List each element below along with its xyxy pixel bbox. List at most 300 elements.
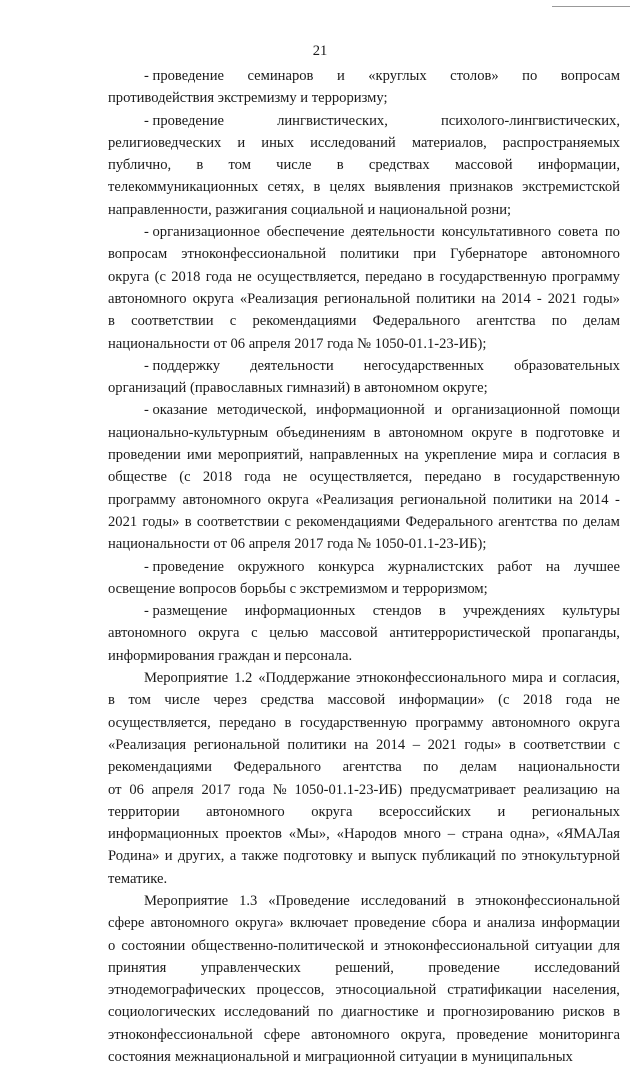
word: Федерального bbox=[233, 759, 322, 776]
word: одна», bbox=[509, 826, 550, 843]
word: признаков bbox=[449, 179, 514, 196]
word: не bbox=[237, 268, 252, 285]
word: общественно-политической bbox=[191, 937, 365, 954]
text-line bbox=[108, 979, 620, 1001]
word: помощи bbox=[569, 402, 620, 419]
text-line bbox=[108, 266, 620, 288]
word: сфере bbox=[108, 915, 145, 932]
word: антитеррористической bbox=[389, 625, 531, 642]
word: решений, bbox=[335, 959, 394, 976]
word: и bbox=[434, 402, 443, 419]
word: округа bbox=[192, 290, 234, 307]
word: организационной bbox=[451, 402, 561, 419]
word: методической, bbox=[216, 402, 307, 419]
word: Губернаторе bbox=[450, 246, 528, 263]
word: «Народов bbox=[336, 826, 397, 843]
text-line bbox=[108, 511, 620, 533]
paragraph bbox=[108, 890, 620, 1068]
word: муниципальных bbox=[471, 1049, 573, 1066]
word: конкурса bbox=[318, 558, 375, 575]
word: программу bbox=[108, 491, 176, 508]
corner-scan-mark bbox=[552, 6, 630, 7]
text-line bbox=[108, 466, 620, 488]
word: не bbox=[282, 469, 298, 486]
word: публично, bbox=[108, 157, 172, 174]
word: на bbox=[481, 290, 496, 307]
word: через bbox=[213, 692, 247, 709]
word: информационной bbox=[316, 402, 425, 419]
word: государственную bbox=[299, 714, 407, 731]
text-line bbox=[108, 154, 620, 176]
word: Родина» bbox=[108, 848, 160, 865]
word: соответствии bbox=[196, 513, 280, 530]
word: 2014 bbox=[501, 290, 531, 307]
word: по bbox=[562, 513, 578, 530]
word: проведение bbox=[456, 1026, 529, 1043]
word: организаций (православных гимназий) в автономном округе; bbox=[108, 380, 488, 397]
word: 2014 bbox=[579, 491, 609, 508]
word: округа bbox=[108, 268, 150, 285]
word: и bbox=[426, 1004, 435, 1021]
word: (с bbox=[179, 469, 191, 486]
word: прогнозированию bbox=[442, 1004, 555, 1021]
word: 2018 bbox=[202, 469, 233, 486]
word: тематике. bbox=[108, 870, 168, 887]
word: проектов bbox=[225, 826, 282, 843]
word: межнациональной bbox=[174, 1049, 290, 1066]
word: а bbox=[229, 848, 237, 865]
word: с bbox=[251, 625, 258, 642]
word: работ bbox=[497, 558, 533, 575]
word: передано bbox=[424, 469, 482, 486]
word: направленных bbox=[309, 447, 399, 464]
word: соответствии bbox=[131, 313, 214, 330]
word: года bbox=[205, 268, 233, 285]
word: осуществляется, bbox=[108, 714, 211, 731]
word: Мероприятие bbox=[144, 892, 229, 909]
word: осуществляется, bbox=[257, 268, 360, 285]
word: 2014 bbox=[375, 736, 406, 753]
text-line bbox=[108, 87, 620, 109]
word: годы» bbox=[582, 290, 620, 307]
word: средства bbox=[260, 692, 314, 709]
word: на bbox=[558, 491, 573, 508]
word: региональной bbox=[324, 290, 411, 307]
word: освещение вопросов борьбы с экстремизмом и терроризмом; bbox=[108, 580, 488, 597]
word: и bbox=[497, 803, 506, 820]
word: в bbox=[508, 736, 516, 753]
word: 2017 bbox=[201, 781, 231, 798]
word: состоянии bbox=[121, 937, 186, 954]
word: Федерального bbox=[405, 513, 494, 530]
word: процессов, bbox=[256, 982, 325, 999]
text-line bbox=[108, 310, 620, 332]
word: - поддержку bbox=[144, 357, 221, 374]
text-line bbox=[108, 957, 620, 979]
word: и bbox=[370, 937, 379, 954]
word: лучшее bbox=[573, 558, 620, 575]
word: информирования граждан и персонала. bbox=[108, 647, 353, 664]
word: государственную bbox=[512, 469, 620, 486]
word: года bbox=[238, 781, 265, 798]
word: экстремистской bbox=[522, 179, 620, 196]
word: в bbox=[457, 892, 465, 909]
paragraph bbox=[108, 65, 620, 110]
word: с bbox=[284, 513, 292, 530]
text-line bbox=[108, 712, 620, 734]
word: числе bbox=[164, 692, 200, 709]
text-line bbox=[108, 556, 620, 578]
word: автономном bbox=[388, 424, 464, 441]
paragraph bbox=[108, 110, 620, 221]
word: делам bbox=[459, 759, 497, 776]
word: политики bbox=[492, 491, 552, 508]
word: в bbox=[336, 157, 344, 174]
word: передано bbox=[219, 714, 277, 731]
word: в bbox=[438, 603, 446, 620]
text-line bbox=[108, 110, 620, 132]
word: публикаций bbox=[421, 848, 496, 865]
word: этноконфессиональной bbox=[475, 892, 620, 909]
word: этноконфессиональной bbox=[384, 937, 530, 954]
word: по bbox=[604, 224, 620, 241]
word: включает bbox=[289, 915, 349, 932]
word: обществе bbox=[108, 469, 167, 486]
word: агентства bbox=[342, 759, 402, 776]
word: в bbox=[613, 1004, 620, 1021]
word: в bbox=[520, 424, 528, 441]
word: национально-культурным bbox=[108, 424, 269, 441]
text-line bbox=[108, 845, 620, 867]
word: окружного bbox=[237, 558, 305, 575]
word: агентства bbox=[498, 513, 558, 530]
word: других, bbox=[177, 848, 225, 865]
word: ситуации bbox=[535, 937, 593, 954]
page-number: 21 bbox=[312, 43, 328, 59]
word: анализа bbox=[487, 915, 536, 932]
word: выявления bbox=[374, 179, 441, 196]
word: округа bbox=[198, 625, 240, 642]
text-line bbox=[108, 355, 620, 377]
word: том bbox=[228, 157, 251, 174]
word: годы» bbox=[142, 513, 180, 530]
word: ситуации bbox=[399, 1049, 457, 1066]
word: образовательных bbox=[513, 357, 620, 374]
text-line bbox=[108, 667, 620, 689]
word: исследований bbox=[534, 959, 620, 976]
word: на bbox=[605, 781, 620, 798]
word: и bbox=[539, 447, 548, 464]
word: 2021 bbox=[108, 513, 138, 530]
word: сфере bbox=[263, 1026, 301, 1043]
text-line bbox=[108, 132, 620, 154]
word: страна bbox=[461, 826, 504, 843]
word: рисков bbox=[562, 1004, 605, 1021]
word: с bbox=[613, 736, 620, 753]
word: и bbox=[336, 68, 345, 84]
word: «Мы», bbox=[288, 826, 330, 843]
word: национальности bbox=[518, 759, 620, 776]
text-line bbox=[108, 823, 620, 845]
word: объединениям bbox=[276, 424, 366, 441]
word: (с bbox=[498, 692, 510, 709]
word: автономного bbox=[108, 625, 187, 642]
paragraph bbox=[108, 556, 620, 601]
word: совета bbox=[557, 224, 599, 241]
word: стендов bbox=[372, 603, 422, 620]
word: целью bbox=[269, 625, 309, 642]
word: подготовку bbox=[283, 848, 353, 865]
word: национальности от 06 апреля 2017 года № 1050-01.1-23-ИБ); bbox=[108, 536, 487, 553]
word: от bbox=[108, 781, 122, 798]
word: информации, bbox=[537, 157, 620, 174]
word: проведение bbox=[428, 959, 500, 976]
word: 1.2 bbox=[234, 670, 253, 687]
text-line bbox=[108, 243, 620, 265]
word: года bbox=[244, 469, 271, 486]
text-line bbox=[108, 890, 620, 912]
word: религиоведческих bbox=[108, 134, 222, 151]
word: рекомендациями bbox=[108, 759, 212, 776]
word: на bbox=[404, 447, 419, 464]
word: о bbox=[108, 937, 116, 954]
word: - размещение bbox=[144, 603, 228, 620]
word: апреля bbox=[151, 781, 194, 798]
word: миграционной bbox=[304, 1049, 396, 1066]
word: рекомендациями bbox=[252, 313, 357, 330]
text-line bbox=[108, 779, 620, 801]
text-line bbox=[108, 578, 620, 600]
word: согласия bbox=[553, 447, 607, 464]
paragraph bbox=[108, 399, 620, 555]
word: № bbox=[272, 781, 287, 798]
word: учреждениях bbox=[463, 603, 546, 620]
word: 2018 bbox=[171, 268, 201, 285]
word: округа bbox=[311, 803, 353, 820]
word: агентства bbox=[476, 313, 536, 330]
word: сбора bbox=[431, 915, 468, 932]
word: вопросам bbox=[560, 68, 620, 84]
word: соответствии bbox=[523, 736, 606, 753]
word: согласия, bbox=[562, 670, 620, 687]
text-line bbox=[108, 734, 620, 756]
word: - проведение bbox=[144, 68, 225, 84]
word: автономного bbox=[541, 246, 620, 263]
word: проведении bbox=[108, 447, 181, 464]
word: и bbox=[164, 848, 173, 865]
word: массовой bbox=[319, 625, 378, 642]
word: 06 bbox=[129, 781, 144, 798]
word: культуры bbox=[562, 603, 620, 620]
word: округа bbox=[267, 491, 309, 508]
word: информации bbox=[541, 915, 620, 932]
word: по bbox=[318, 1004, 334, 1021]
word: состояния bbox=[108, 1049, 171, 1066]
word: округа, bbox=[400, 1026, 446, 1043]
text-line bbox=[108, 1024, 620, 1046]
word: на bbox=[354, 736, 369, 753]
text-line bbox=[108, 221, 620, 243]
word: автономного bbox=[206, 803, 285, 820]
word: вопросам bbox=[108, 246, 168, 263]
word: по bbox=[551, 313, 567, 330]
word: - организационное bbox=[144, 224, 260, 241]
word: и bbox=[473, 915, 481, 932]
word: автономного bbox=[150, 915, 230, 932]
word: программу bbox=[415, 714, 484, 731]
word: на bbox=[545, 558, 561, 575]
word: информационных bbox=[108, 826, 219, 843]
word: 1.3 bbox=[239, 892, 258, 909]
word: деятельности bbox=[250, 357, 334, 374]
word: 2021 bbox=[547, 290, 577, 307]
word: Мероприятие bbox=[144, 670, 229, 687]
word: выпуск bbox=[371, 848, 417, 865]
text-line bbox=[108, 199, 620, 221]
word: исследований bbox=[224, 1004, 310, 1021]
word: «Реализация bbox=[239, 290, 319, 307]
word: автономного bbox=[311, 1026, 390, 1043]
text-line bbox=[108, 176, 620, 198]
word: территории bbox=[108, 803, 180, 820]
word: не bbox=[605, 692, 620, 709]
text-line bbox=[108, 622, 620, 644]
text-line bbox=[108, 912, 620, 934]
word: программу bbox=[551, 268, 620, 285]
word: принятия bbox=[108, 959, 167, 976]
word: 2021 bbox=[427, 736, 457, 753]
word: в bbox=[427, 268, 435, 285]
word: – bbox=[447, 826, 456, 843]
word: годы» bbox=[464, 736, 502, 753]
word: округа bbox=[578, 714, 620, 731]
word: «Поддержание bbox=[258, 670, 351, 687]
word: и bbox=[293, 1049, 301, 1066]
word: года bbox=[565, 692, 593, 709]
word: в bbox=[460, 1049, 468, 1066]
word: социологических bbox=[108, 1004, 216, 1021]
word: автономного bbox=[108, 290, 187, 307]
text-line bbox=[108, 935, 620, 957]
word: и bbox=[548, 670, 557, 687]
text-line bbox=[108, 1046, 620, 1068]
word: мероприятий, bbox=[217, 447, 304, 464]
word: - проведение bbox=[144, 558, 225, 575]
word: по bbox=[522, 68, 538, 84]
word: политики bbox=[340, 246, 400, 263]
word: с bbox=[229, 313, 237, 330]
word: лингвистических, bbox=[277, 112, 388, 129]
text-line bbox=[108, 600, 620, 622]
text-line bbox=[108, 444, 620, 466]
text-line bbox=[108, 333, 620, 355]
word: диагностике bbox=[341, 1004, 419, 1021]
paragraph bbox=[108, 221, 620, 355]
word: средствах bbox=[368, 157, 430, 174]
word: телекоммуникационных bbox=[108, 179, 259, 196]
word: всероссийских bbox=[378, 803, 472, 820]
word: в bbox=[284, 714, 292, 731]
text-line bbox=[108, 288, 620, 310]
word: деятельности bbox=[351, 224, 435, 241]
word: региональной bbox=[193, 736, 280, 753]
text-line bbox=[108, 801, 620, 823]
word: укрепление bbox=[424, 447, 497, 464]
word: «Проведение bbox=[268, 892, 350, 909]
word: проведение bbox=[354, 915, 426, 932]
word: в bbox=[184, 513, 192, 530]
text-line bbox=[108, 65, 620, 87]
word: консультативного bbox=[441, 224, 552, 241]
word: мира bbox=[502, 447, 534, 464]
text-line bbox=[108, 399, 620, 421]
word: реализацию bbox=[523, 781, 598, 798]
text-line bbox=[108, 645, 620, 667]
word: делам bbox=[583, 313, 620, 330]
word: этнокультурной bbox=[521, 848, 620, 865]
word: - проведение bbox=[144, 112, 225, 129]
document-body bbox=[108, 65, 620, 1068]
word: журналистских bbox=[387, 558, 484, 575]
word: округа» bbox=[235, 915, 284, 932]
word: и bbox=[237, 134, 246, 151]
word: этноконфессионального bbox=[356, 670, 507, 687]
word: в bbox=[108, 692, 115, 709]
word: автономного bbox=[491, 714, 571, 731]
word: стратификации bbox=[447, 982, 542, 999]
word: массовой bbox=[454, 157, 513, 174]
word: направленности, разжигания социальной и национальной розни; bbox=[108, 201, 512, 218]
word: мира bbox=[512, 670, 543, 687]
word: «круглых bbox=[368, 68, 427, 84]
word: и bbox=[612, 424, 620, 441]
word: национальности от 06 апреля 2017 года № 1050-01.1-23-ИБ); bbox=[108, 335, 487, 352]
word: иных bbox=[261, 134, 295, 151]
word: и bbox=[358, 848, 366, 865]
word: этнодемографических bbox=[108, 982, 246, 999]
text-line bbox=[108, 489, 620, 511]
word: подготовке bbox=[535, 424, 605, 441]
word: в bbox=[108, 313, 115, 330]
word: – bbox=[412, 736, 420, 753]
text-line bbox=[108, 868, 620, 890]
word: предусматривает bbox=[409, 781, 516, 798]
text-line bbox=[108, 422, 620, 444]
word: по bbox=[501, 848, 517, 865]
word: 2018 bbox=[522, 692, 553, 709]
word: 1050-01.1-23-ИБ) bbox=[294, 781, 403, 798]
word: округе bbox=[471, 424, 513, 441]
word: исследований bbox=[310, 134, 396, 151]
word: политики bbox=[416, 290, 476, 307]
word: негосударственных bbox=[363, 357, 484, 374]
word: делам bbox=[583, 513, 620, 530]
word: мониторинга bbox=[538, 1026, 620, 1043]
word: осуществляется, bbox=[309, 469, 413, 486]
word: противодействия экстремизму и терроризму; bbox=[108, 90, 388, 107]
word: много bbox=[403, 826, 441, 843]
paragraph bbox=[108, 355, 620, 400]
word: - bbox=[615, 491, 620, 508]
text-line bbox=[108, 756, 620, 778]
word: Федерального bbox=[372, 313, 461, 330]
word: политики bbox=[287, 736, 347, 753]
word: передано bbox=[365, 268, 423, 285]
word: «Реализация bbox=[315, 491, 394, 508]
word: также bbox=[241, 848, 279, 865]
word: этносоциальной bbox=[335, 982, 437, 999]
text-line bbox=[108, 377, 620, 399]
